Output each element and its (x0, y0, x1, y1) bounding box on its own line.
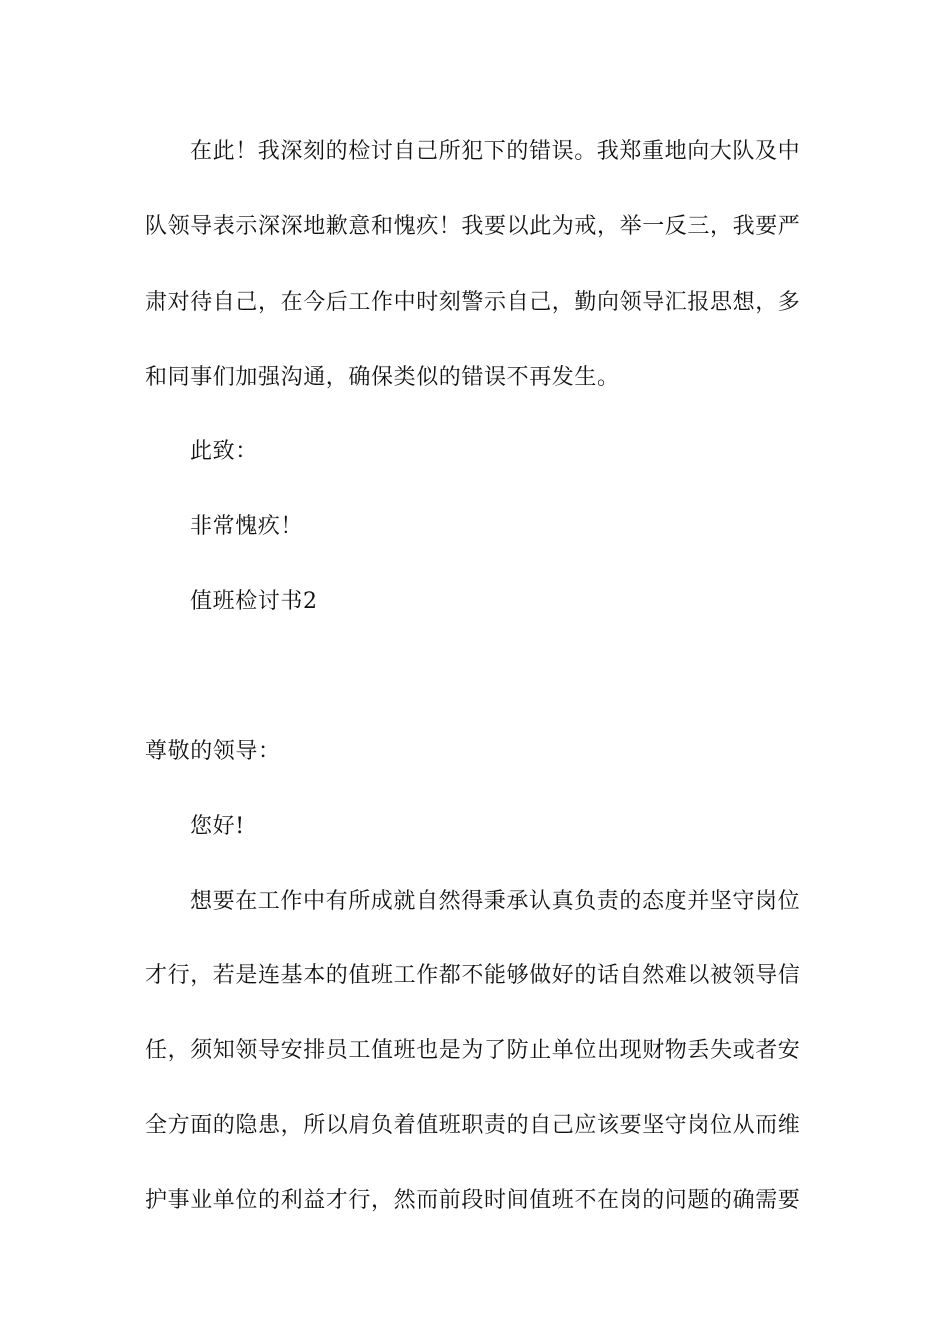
paragraph-line: 队领导表示深深地歉意和愧疚！我要以此为戒，举一反三，我要严 (145, 214, 801, 239)
greeting-recipient: 尊敬的领导： (145, 739, 281, 764)
paragraph-line: 想要在工作中有所成就自然得秉承认真负责的态度并坚守岗位 (190, 889, 801, 914)
closing-salutation: 此致： (190, 439, 258, 464)
greeting: 您好! (190, 814, 245, 839)
section-title: 值班检讨书2 (190, 589, 318, 614)
paragraph-line: 在此！我深刻的检讨自己所犯下的错误。我郑重地向大队及中 (190, 139, 801, 164)
paragraph-line: 才行，若是连基本的值班工作都不能够做好的话自然难以被领导信 (145, 963, 801, 988)
paragraph-line: 全方面的隐患，所以肩负着值班职责的自己应该要坚守岗位从而维 (145, 1113, 801, 1138)
closing-remark: 非常愧疚！ (190, 514, 304, 539)
paragraph-line: 任，须知领导安排员工值班也是为了防止单位出现财物丢失或者安 (145, 1038, 801, 1063)
paragraph-line: 护事业单位的利益才行，然而前段时间值班不在岗的问题的确需要 (145, 1188, 801, 1213)
paragraph-line: 和同事们加强沟通，确保类似的错误不再发生。 (145, 365, 620, 390)
paragraph-line: 肃对待自己，在今后工作中时刻警示自己，勤向领导汇报思想，多 (145, 290, 801, 315)
